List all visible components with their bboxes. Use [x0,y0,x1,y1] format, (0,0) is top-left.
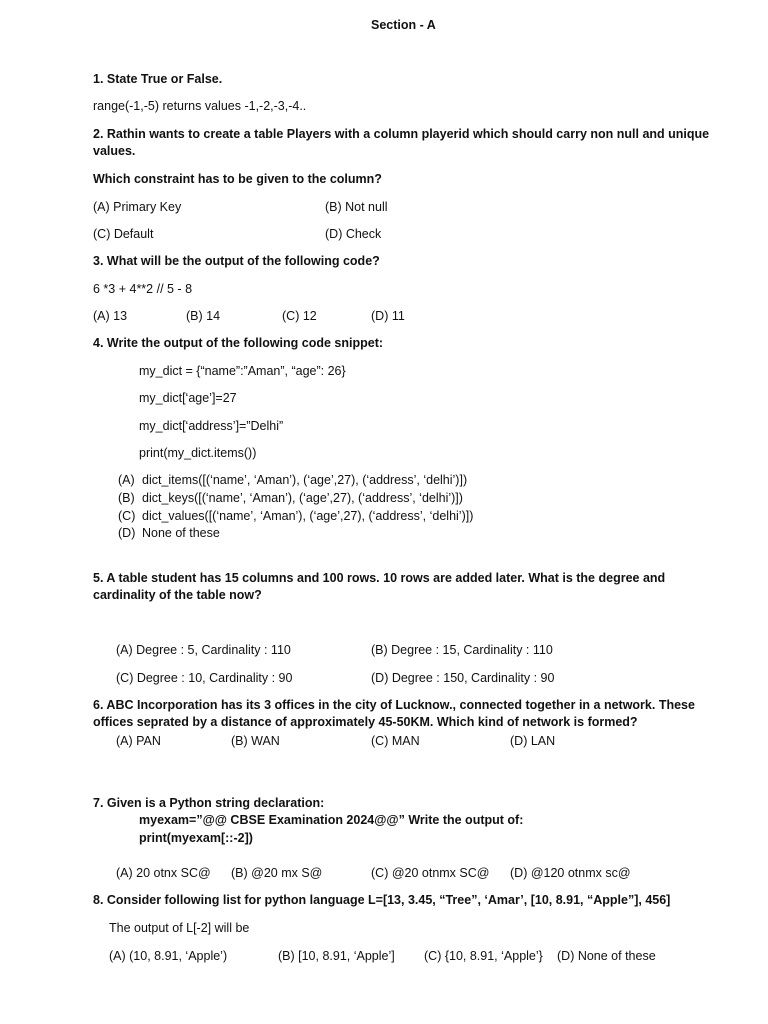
q4-code-line: my_dict = {“name”:”Aman”, “age”: 26} [139,364,346,378]
q4-option-d-label: (D) [118,526,136,540]
q7-code-line: myexam=”@@ CBSE Examination 2024@@” Write the output of: [139,813,524,827]
q8-option-b: (B) [10, 8.91, ‘Apple’] [278,949,395,963]
q7-option-c: (C) @20 otnmx SC@ [371,866,490,880]
q7-option-a: (A) 20 otnx SC@ [116,866,211,880]
q8-option-a: (A) (10, 8.91, ‘Apple’) [109,949,228,963]
q5-option-a: (A) Degree : 5, Cardinality : 110 [116,643,291,657]
q3-option-c: (C) 12 [282,309,317,323]
q4-option-c-label: (C) [118,509,136,523]
q1-heading: 1. State True or False. [93,72,223,86]
q8-option-c: (C) {10, 8.91, ‘Apple’} [424,949,543,963]
q6-option-d: (D) LAN [510,734,556,748]
q6-option-a: (A) PAN [116,734,161,748]
q2-option-b: (B) Not null [325,200,388,214]
q3-option-b: (B) 14 [186,309,221,323]
q7-question: 7. Given is a Python string declaration: [93,796,325,810]
q8-subquestion: The output of L[-2] will be [109,921,250,935]
q4-option-a-label: (A) [118,473,135,487]
q5-option-b: (B) Degree : 15, Cardinality : 110 [371,643,553,657]
q8-option-d: (D) None of these [557,949,656,963]
q4-option-a-text: dict_items([(‘name’, ‘Aman’), (‘age’,27), (‘address’, ‘delhi’)]) [142,473,468,487]
q3-code: 6 *3 + 4**2 // 5 - 8 [93,282,193,296]
q2-option-d: (D) Check [325,227,382,241]
q4-option-b-label: (B) [118,491,135,505]
q6-option-c: (C) MAN [371,734,420,748]
q1-statement: range(-1,-5) returns values -1,-2,-3,-4.. [93,99,307,113]
q4-option-c-text: dict_values([(‘name’, ‘Aman’), (‘age’,27), (‘address’, ‘delhi’)]) [142,509,474,523]
q2-subquestion: Which constraint has to be given to the column? [93,172,382,186]
q3-option-a: (A) 13 [93,309,128,323]
q6-option-b: (B) WAN [231,734,280,748]
q7-option-b: (B) @20 mx S@ [231,866,323,880]
q4-question: 4. Write the output of the following code snippet: [93,336,384,350]
q6-question: 6. ABC Incorporation has its 3 offices in the city of Lucknow., connected together in a network. These offices seprated by a distance of approximately 45-50KM. Which kind of network is formed? [93,698,695,729]
q3-question: 3. What will be the output of the following code? [93,254,380,268]
q2-option-a: (A) Primary Key [93,200,182,214]
section-title: Section - A [371,18,436,32]
q4-option-b-text: dict_keys([(‘name’, ‘Aman’), (‘age’,27), (‘address’, ‘delhi’)]) [142,491,463,505]
q4-code-line: print(my_dict.items()) [139,446,257,460]
q4-code-line: my_dict[‘age’]=27 [139,391,237,405]
q2-option-c: (C) Default [93,227,154,241]
q4-code-line: my_dict[‘address’]=”Delhi” [139,419,284,433]
q7-option-d: (D) @120 otnmx sc@ [510,866,631,880]
q5-question: 5. A table student has 15 columns and 100 rows. 10 rows are added later. What is the degree and cardinality of the table now? [93,571,666,602]
q3-option-d: (D) 11 [371,309,405,323]
q2-question: 2. Rathin wants to create a table Players with a column playerid which should carry non null and unique values. [93,127,710,158]
q4-option-d-text: None of these [142,526,220,540]
q5-option-d: (D) Degree : 150, Cardinality : 90 [371,671,555,685]
q5-option-c: (C) Degree : 10, Cardinality : 90 [116,671,293,685]
q8-question: 8. Consider following list for python language L=[13, 3.45, “Tree”, ‘Amar’, [10, 8.91, “Apple”], 456] [93,893,671,907]
q7-code-line: print(myexam[::-2]) [139,831,253,845]
